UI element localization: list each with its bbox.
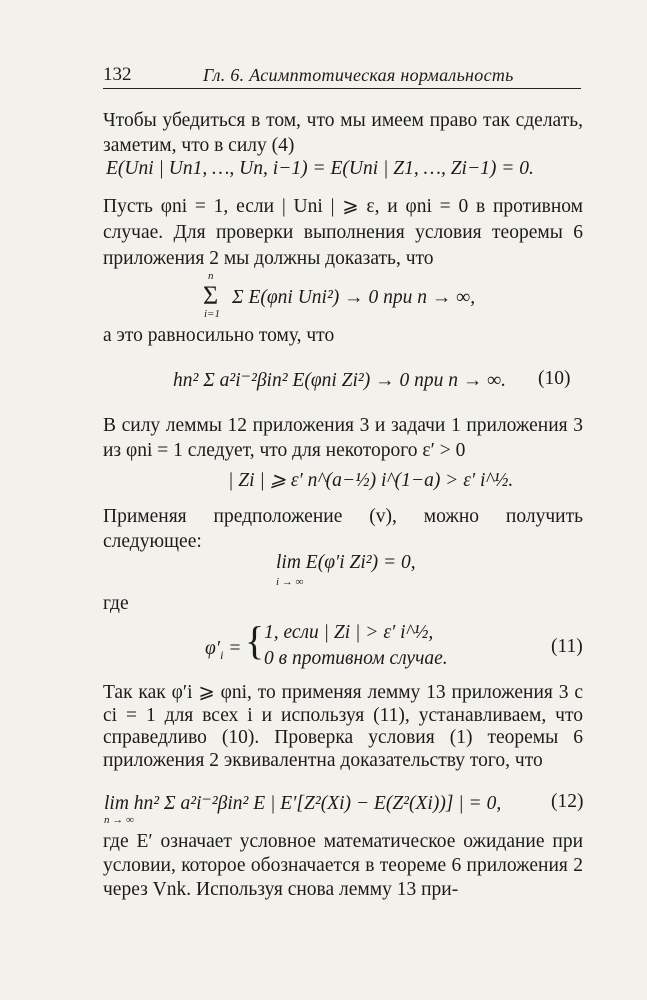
equation-number-11: (11) — [551, 636, 583, 657]
paragraph-3: а это равносильно тому, что — [103, 325, 335, 346]
paragraph-8: где E′ означает условное математическое ожидание при условии, которое обозначается в теореме 6 приложения 2 через Vnk. Используя снова лемму 13 при- — [103, 831, 583, 900]
equation-limit: lim E(φ′i Zi²) = 0, — [276, 552, 416, 573]
equation-11-lhs: $\varphi'_i$ = — [205, 638, 242, 662]
equation-11-case-2: 0 в противном случае. — [264, 648, 448, 669]
brace-symbol: { — [245, 618, 265, 663]
equation-11-case-1: 1, если | Zi | > ε′ i^½, — [264, 622, 434, 643]
paragraph-2: Пусть φni = 1, если | Uni | ⩾ ε, и φni = 0 в противном случае. Для проверки выполнения условия теоремы 6 приложения 2 мы должны доказать, что — [103, 196, 583, 269]
running-title: Гл. 6. Асимптотическая нормальность — [203, 65, 514, 85]
equation-conditional-expectation: E(Uni | Un1, …, Un, i−1) = E(Uni | Z1, …, Zi−1) = 0. — [106, 158, 534, 179]
header-rule — [103, 88, 581, 89]
equation-10: hn² Σ a²i⁻²βin² E(φni Zi²) → 0 при n → ∞. — [173, 370, 507, 391]
page-number: 132 — [103, 64, 132, 85]
equation-12: lim hn² Σ a²i⁻²βin² E | E′[Z²(Xi) − E(Z²(Xi))] | = 0, — [104, 793, 502, 814]
equation-sum-body: Σ E(φni Uni²) → 0 при n → ∞, — [232, 287, 476, 308]
paragraph-1: Чтобы убедиться в том, что мы имеем право так сделать, заметим, что в силу (4) — [103, 110, 583, 156]
equation-12-limit-subscript: n → ∞ — [104, 814, 134, 826]
sigma-symbol: Σ — [203, 281, 219, 310]
equation-zi-inequality: | Zi | ⩾ ε′ n^(a−½) i^(1−a) > ε′ i^½. — [228, 470, 514, 491]
equation-number-12: (12) — [551, 791, 584, 812]
paragraph-7: Так как φ′i ⩾ φni, то применяя лемму 13 приложения 3 с ci = 1 для всех i и используя (11), устанавливаем, что справедливо (10). Проверка условия (1) теоремы 6 приложения 2 эквивалентна доказательству того, что — [103, 682, 583, 771]
equation-number-10: (10) — [538, 368, 571, 389]
paragraph-5: Применяя предположение (v), можно получить следующее: — [103, 506, 583, 552]
paragraph-4: В силу леммы 12 приложения 3 и задачи 1 приложения 3 из φni = 1 следует, что для некоторого ε′ > 0 — [103, 415, 583, 461]
paragraph-6: где — [103, 593, 129, 614]
limit-subscript: i → ∞ — [276, 576, 304, 588]
book-page: 132 Гл. 6. Асимптотическая нормальность Чтобы убедиться в том, что мы имеем право так сделать, заметим, что в силу (4) E(Uni | Un1, …, Un, i−1) = E(Uni | Z1, …, Zi−1) = 0. Пусть φni = 1, если | Uni | ⩾ ε, и φni = 0 в противном случае. Для проверки выполнения условия теоремы 6 приложения 2 мы должны доказать, что n Σ i=1 Σ E(φni Uni²) → 0 при n → ∞, а это равносильно тому, что hn² Σ a²i⁻²βin² E(φni Zi²) → 0 при n → ∞. (10) В силу леммы 12 приложения 3 и задачи 1 приложения 3 из φni = 1 следует, что для некоторого ε′ > 0 | Zi | ⩾ ε′ n^(a−½) i^(1−a) > ε′ i^½. Применяя предположение (v), можно получить следующее: lim E(φ′i Zi²) = 0, i → ∞ где $\varphi'_i$ = { 1, если | Zi | > ε′ i^½, 0 в противном случае. (11) Так как φ′i ⩾ φni, то применяя лемму 13 приложения 3 с ci = 1 для всех i и используя (11), устанавливаем, что справедливо (10). Проверка условия (1) теоремы 6 приложения 2 эквивалентна доказательству того, что lim hn² Σ a²i⁻²βin² E | E′[Z²(Xi) − E(Z²(Xi))] | = 0, n → ∞ (12) где E′ означает условное математическое ожидание при условии, которое обозначается в теореме 6 приложения 2 через Vnk. Используя снова лемму 13 при- — [103, 64, 584, 900]
